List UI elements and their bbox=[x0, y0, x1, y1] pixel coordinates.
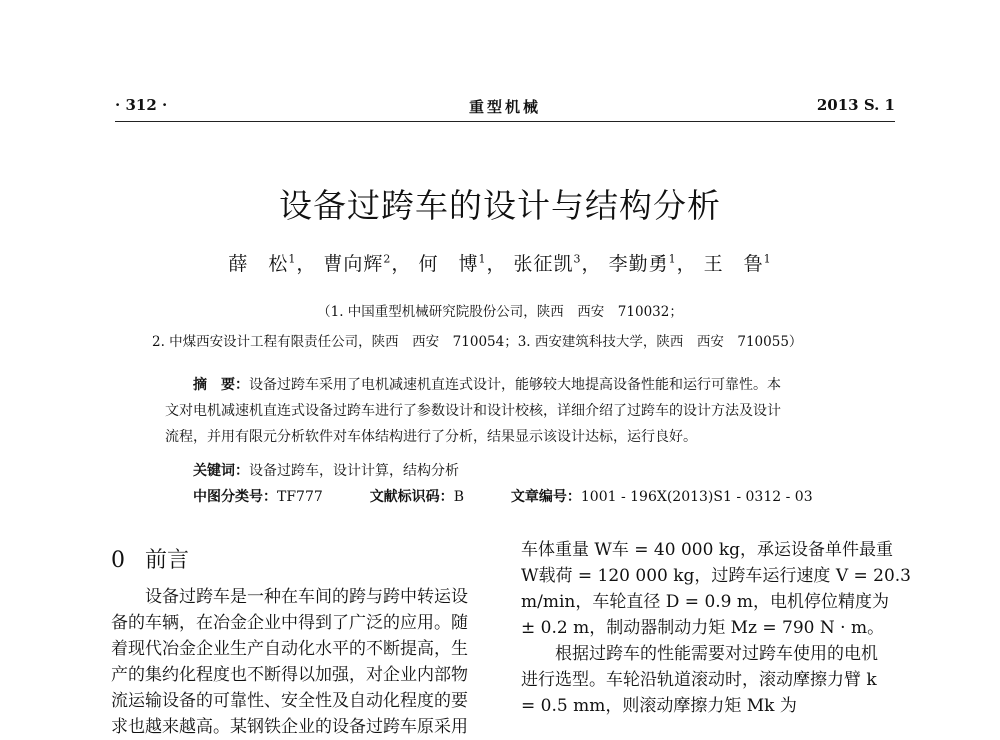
right-column bbox=[521, 537, 911, 719]
author-affiliation-mark: 2 bbox=[383, 252, 392, 266]
left-column bbox=[111, 584, 491, 740]
author-name: 曹向辉 bbox=[323, 253, 384, 275]
author-name: 李勤勇 bbox=[608, 253, 669, 275]
author-name: 张征凯 bbox=[513, 253, 574, 275]
paper-title: 设备过跨车的设计与结构分析 bbox=[279, 186, 721, 225]
page-number: · 312 · bbox=[115, 96, 168, 114]
paragraph-line: 进行选型。车轮沿轨道滚动时，滚动摩擦力臂 k bbox=[521, 670, 877, 690]
author-affiliation-mark: 1 bbox=[668, 252, 677, 266]
paragraph-line: 求也越来越高。某钢铁企业的设备过跨车原采用 bbox=[111, 717, 468, 737]
paragraph-line: 根据过跨车的性能需要对过跨车使用的电机 bbox=[555, 644, 878, 664]
header-rule bbox=[115, 121, 895, 122]
abstract bbox=[165, 372, 845, 450]
section-number: 0 bbox=[111, 548, 125, 573]
journal-name: 重型机械 bbox=[468, 98, 541, 116]
section-title: 前言 bbox=[145, 548, 190, 573]
abstract-line: 流程，并用有限元分析软件对车体结构进行了分析，结果显示该设计达标，运行良好。 bbox=[165, 429, 697, 445]
abstract-line: 设备过跨车采用了电机减速机直连式设计，能够较大地提高设备性能和运行可靠性。本 bbox=[249, 377, 781, 393]
affiliation-line-1: （1. 中国重型机械研究院股份公司，陕西 西安 710032； bbox=[317, 304, 683, 320]
keywords-text: 设备过跨车，设计计算，结构分析 bbox=[249, 463, 459, 479]
author-name: 何 博 bbox=[418, 253, 479, 275]
clc-value: TF777 bbox=[277, 489, 323, 505]
paragraph-line: = 0.5 mm，则滚动摩擦力矩 Mk 为 bbox=[521, 696, 797, 716]
paragraph-line: 设备过跨车是一种在车间的跨与跨中转运设 bbox=[145, 587, 468, 607]
issue-label: 2013 S. 1 bbox=[816, 96, 895, 114]
paragraph-line: 流运输设备的可靠性、安全性及自动化程度的要 bbox=[111, 691, 468, 711]
paragraph-line: 产的集约化程度也不断得以加强，对企业内部物 bbox=[111, 665, 468, 685]
classification-line bbox=[193, 486, 813, 506]
article-number-value: 1001 - 196X(2013)S1 - 0312 - 03 bbox=[580, 489, 813, 505]
author-name: 薛 松 bbox=[228, 253, 289, 275]
keywords-label: 关键词： bbox=[193, 463, 249, 479]
author-affiliation-mark: 1 bbox=[288, 252, 297, 266]
paragraph-line: m/min，车轮直径 D = 0.9 m，电机停位精度为 bbox=[521, 592, 889, 612]
author-affiliation-mark: 1 bbox=[478, 252, 487, 266]
doc-code-label: 文献标识码： bbox=[369, 489, 454, 505]
affiliation-line-2: 2. 中煤西安设计工程有限责任公司，陕西 西安 710054；3. 西安建筑科技大学，陕西 西安 710055） bbox=[152, 334, 803, 350]
paragraph-line: W载荷 = 120 000 kg，过跨车运行速度 V = 20.3 bbox=[521, 566, 911, 586]
article-number-label: 文章编号： bbox=[510, 489, 581, 505]
paragraph-line: 着现代冶金企业生产自动化水平的不断提高，生 bbox=[111, 639, 468, 659]
paragraph-line: 备的车辆，在冶金企业中得到了广泛的应用。随 bbox=[111, 613, 468, 633]
paragraph-line: 车体重量 W车 = 40 000 kg，承运设备单件最重 bbox=[521, 540, 893, 560]
author-list: 薛 松$^1$， 曹向辉$^2$， 何 博$^1$， 张征凯$^3$， 李勤勇$^1$， 王 鲁$^1$ bbox=[228, 252, 772, 275]
author-affiliation-mark: 3 bbox=[573, 252, 582, 266]
author-affiliation-mark: 1 bbox=[763, 252, 772, 266]
abstract-label: 摘 要： bbox=[193, 377, 249, 393]
paragraph-line: ± 0.2 m，制动器制动力矩 Mz = 790 N · m。 bbox=[521, 618, 885, 638]
author-name: 王 鲁 bbox=[703, 253, 764, 275]
section-heading bbox=[111, 543, 189, 574]
keywords bbox=[193, 460, 459, 480]
doc-code-value: B bbox=[453, 489, 464, 505]
abstract-line: 文对电机减速机直连式设备过跨车进行了参数设计和设计校核，详细介绍了过跨车的设计方法及设计 bbox=[165, 403, 781, 419]
page-header bbox=[115, 96, 895, 120]
clc-label: 中图分类号： bbox=[193, 489, 277, 505]
